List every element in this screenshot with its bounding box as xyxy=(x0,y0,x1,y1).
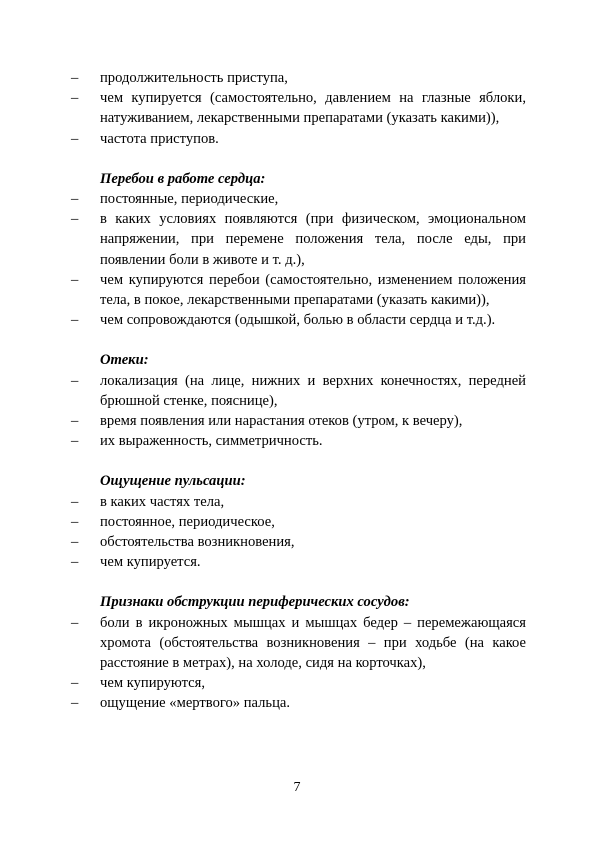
section-list xyxy=(71,189,526,330)
section-list xyxy=(71,613,526,714)
list-item: – боли в икроножных мышцах и мышцах бедер – перемежающаяся хромота (обстоятельства возникновения – при ходьбе (на какое расстояние в метрах), на холоде, сидя на корточках), xyxy=(71,613,526,674)
list-item: – время появления или нарастания отеков (утром, к вечеру), xyxy=(71,411,526,431)
list-item: – продолжительность приступа, xyxy=(71,68,526,88)
list-item: – постоянное, периодическое, xyxy=(71,512,526,532)
section-heading: Признаки обструкции периферических сосудов: xyxy=(100,594,410,611)
list-item: – чем купируются перебои (самостоятельно, изменением положения тела, в покое, лекарственными препаратами (указать какими)), xyxy=(71,270,526,310)
section-heading: Отеки: xyxy=(100,352,149,369)
page-number: 7 xyxy=(293,780,301,795)
list-item: – ощущение «мертвого» пальца. xyxy=(71,693,526,713)
list-item: – их выраженность, симметричность. xyxy=(71,431,526,451)
list-item: – локализация (на лице, нижних и верхних конечностях, передней брюшной стенке, пояснице), xyxy=(71,371,526,411)
section-heading: Перебои в работе сердца: xyxy=(100,170,266,187)
section-list xyxy=(71,371,526,452)
list-item: – в каких условиях появляются (при физическом, эмоциональном напряжении, при перемене положения тела, после еды, при появлении боли в животе и т. д.), xyxy=(71,209,526,270)
list-item: – чем купируется. xyxy=(71,552,526,572)
intro-list xyxy=(71,68,526,149)
list-item: – частота приступов. xyxy=(71,129,526,149)
section-heading: Ощущение пульсации: xyxy=(100,473,246,490)
list-item: – чем купируются, xyxy=(71,673,526,693)
list-item: – постоянные, периодические, xyxy=(71,189,526,209)
list-item: – чем сопровождаются (одышкой, болью в области сердца и т.д.). xyxy=(71,310,526,330)
page-content xyxy=(71,68,526,714)
list-item: – в каких частях тела, xyxy=(71,492,526,512)
list-item: – обстоятельства возникновения, xyxy=(71,532,526,552)
section-list xyxy=(71,492,526,573)
list-item: – чем купируется (самостоятельно, давлением на глазные яблоки, натуживанием, лекарственными препаратами (указать какими)), xyxy=(71,88,526,128)
